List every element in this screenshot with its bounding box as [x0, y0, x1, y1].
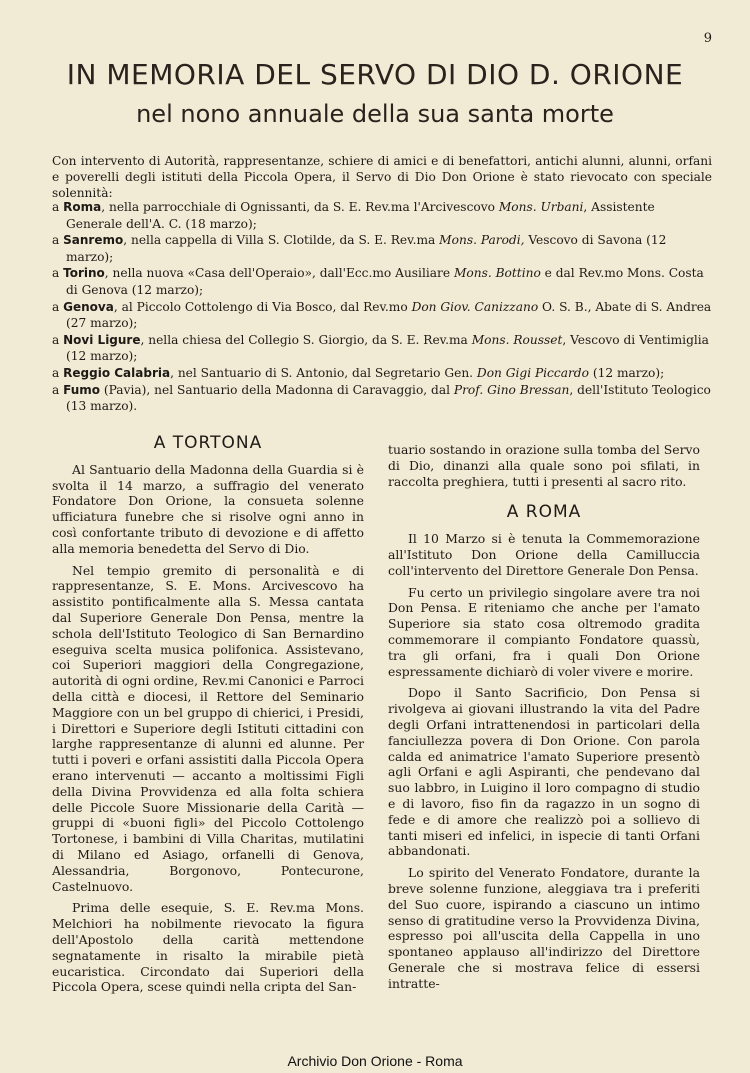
event-city: Sanremo [63, 233, 124, 248]
event-person: Mons. Bottino [453, 266, 541, 281]
event-person: Prof. Gino Bressan [453, 382, 570, 397]
event-city: Reggio Calabria [63, 365, 171, 380]
event-city: Novi Ligure [63, 332, 141, 347]
event-item: a Novi Ligure, nella chiesa del Collegio S. Giorgio, da S. E. Rev.ma Mons. Rousset, Vescovo di Ventimiglia (12 marzo); [52, 332, 709, 364]
paragraph: Prima delle esequie, S. E. Rev.ma Mons. Melchiori ha nobilmente rievocato la figura dell'Apostolo della carità mettendone segnatamente in risalto la mirabile pietà eucaristica. Circondato dai Superiori della Piccola Opera, scese quindi nella cripta del San- [52, 900, 364, 995]
paragraph: Il 10 Marzo si è tenuta la Commemorazione all'Istituto Don Orione della Camilluccia coll'intervento del Direttore Generale Don Pensa. [388, 531, 700, 578]
event-person: Mons. Parodi, [439, 233, 525, 248]
paragraph: Al Santuario della Madonna della Guardia si è svolta il 14 marzo, a suffragio del venerato Fondatore Don Orione, la consueta solenne ufficiatura funebre che si risolve ogni anno in così confortante tributo di devozione e di affetto alla memoria benedetta del Servo di Dio. [52, 461, 364, 556]
event-item: a Fumo (Pavia), nel Santuario della Madonna di Caravaggio, dal Prof. Gino Bressan, dell'Istituto Teologico (13 marzo). [52, 382, 711, 414]
paragraph-continuation: tuario sostando in orazione sulla tomba del Servo di Dio, dinanzi alla quale sono poi sfilati, in raccolta preghiera, tutti i presenti al sacro rito. [388, 442, 700, 489]
section-heading-tortona: A TORTONA [153, 433, 263, 453]
event-city: Roma [63, 200, 102, 214]
paragraph: Lo spirito del Venerato Fondatore, durante la breve solenne funzione, aleggiava tra i preferiti del Suo cuore, ispirando a ciascuno un intimo senso di gratitudine verso la Provvidenza Divina, espresso poi all'uscita della Cappella in uno spontaneo applauso all'indirizzo del Direttore Generale che si mostrava felice di essersi intratte- [388, 865, 700, 991]
event-person: Don Gigi Piccardo [476, 365, 589, 380]
paragraph: Nel tempio gremito di personalità e di rappresentanze, S. E. Mons. Arcivescovo ha assistito pontificalmente alla S. Messa cantata dal Superiore Generale Don Pensa, mentre la schola dell'Istituto Teologico di San Bernardino eseguiva scelta musica polifonica. Assistevano, coi Superiori maggiori della Congregazione, autorità di ogni ordine, Rev.mi Canonici e Parroci della città e diocesi, il Rettore del Seminario Maggiore con un bel gruppo di chierici, i Presidi, i Direttori e Superiore degli Istituti cittadini con larghe rappresentanze di alunni ed alunne. Per tutti i poveri e orfani assistiti dalla Piccola Opera erano intervenuti — accanto a moltissimi Figli della Divina Provvidenza ed alla folta schiera delle Piccole Suore Missionarie della Carità — gruppi di «buoni figli» del Piccolo Cottolengo Tortonese, i bambini di Villa Charitas, mutilatini di Milano ed Asiago, orfanelli di Genova, Alessandria, Borgonovo, Pontecurone, Castelnuovo. [52, 562, 364, 894]
event-item: a Roma, nella parrocchiale di Ognissanti, da S. E. Rev.ma l'Arcivescovo Mons. Urbani, Assistente Generale dell'A. C. (18 marzo); [52, 200, 655, 231]
event-item: a Genova, al Piccolo Cottolengo di Via Bosco, dal Rev.mo Don Giov. Canizzano O. S. B., Abate di S. Andrea (27 marzo); [52, 299, 712, 331]
event-city: Fumo [63, 382, 101, 397]
event-item: a Torino, nella nuova «Casa dell'Operaio», dall'Ecc.mo Ausiliare Mons. Bottino e dal Rev.mo Mons. Costa di Genova (12 marzo); [52, 266, 704, 297]
article-subtitle: nel nono annuale della sua santa morte [136, 100, 614, 128]
paragraph: Dopo il Santo Sacrificio, Don Pensa si rivolgeva ai giovani illustrando la vita del Padre degli Orfani intrattenendosi in particolari della fanciullezza povera di Don Orione. Con parola calda ed animatrice l'amato Superiore presentò agli Orfani e agli Aspiranti, che pendevano dal suo labbro, in Luigino il loro compagno di studio e di lavoro, fiso fin da ragazzo in un sogno di fede e di amore che realizzò poi a sollievo di tanti miseri ed infelici, in ispecie di tanti Orfani abbandonati. [388, 685, 700, 859]
event-item: a Sanremo, nella cappella di Villa S. Clotilde, da S. E. Rev.ma Mons. Parodi, Vescovo di Savona (12 marzo); [52, 233, 667, 264]
event-city: Genova [63, 299, 114, 314]
event-person: Mons. Rousset [471, 332, 563, 347]
intro-paragraph: Con intervento di Autorità, rappresentanze, schiere di amici e di benefattori, antichi alunni, alunni, orfani e poverelli degli istituti della Piccola Opera, il Servo di Dio Don Orione è stato rievocato con speciale solennità: [52, 154, 712, 201]
article-title: IN MEMORIA DEL SERVO DI DIO D. ORIONE [66, 58, 684, 91]
event-person: Mons. Urbani [498, 200, 584, 214]
event-item: a Reggio Calabria, nel Santuario di S. Antonio, dal Segretario Gen. Don Gigi Piccardo (12 marzo); [52, 365, 665, 380]
right-column [388, 442, 700, 998]
event-city: Torino [63, 266, 105, 281]
section-heading-roma: A ROMA [506, 502, 582, 523]
event-list [52, 199, 712, 415]
event-person: Don Giov. Canizzano [411, 299, 539, 314]
left-column [52, 433, 364, 1001]
archive-footer: Archivio Don Orione - Roma [287, 1053, 463, 1069]
page-number: 9 [703, 31, 712, 46]
paragraph: Fu certo un privilegio singolare avere tra noi Don Pensa. E riteniamo che anche per l'amato Superiore sia stato cosa oltremodo gradita commemorare il compianto Fondatore quassù, tra gli orfani, fra i quali Don Orione espressamente dichiarò di voler vivere e morire. [388, 584, 700, 679]
